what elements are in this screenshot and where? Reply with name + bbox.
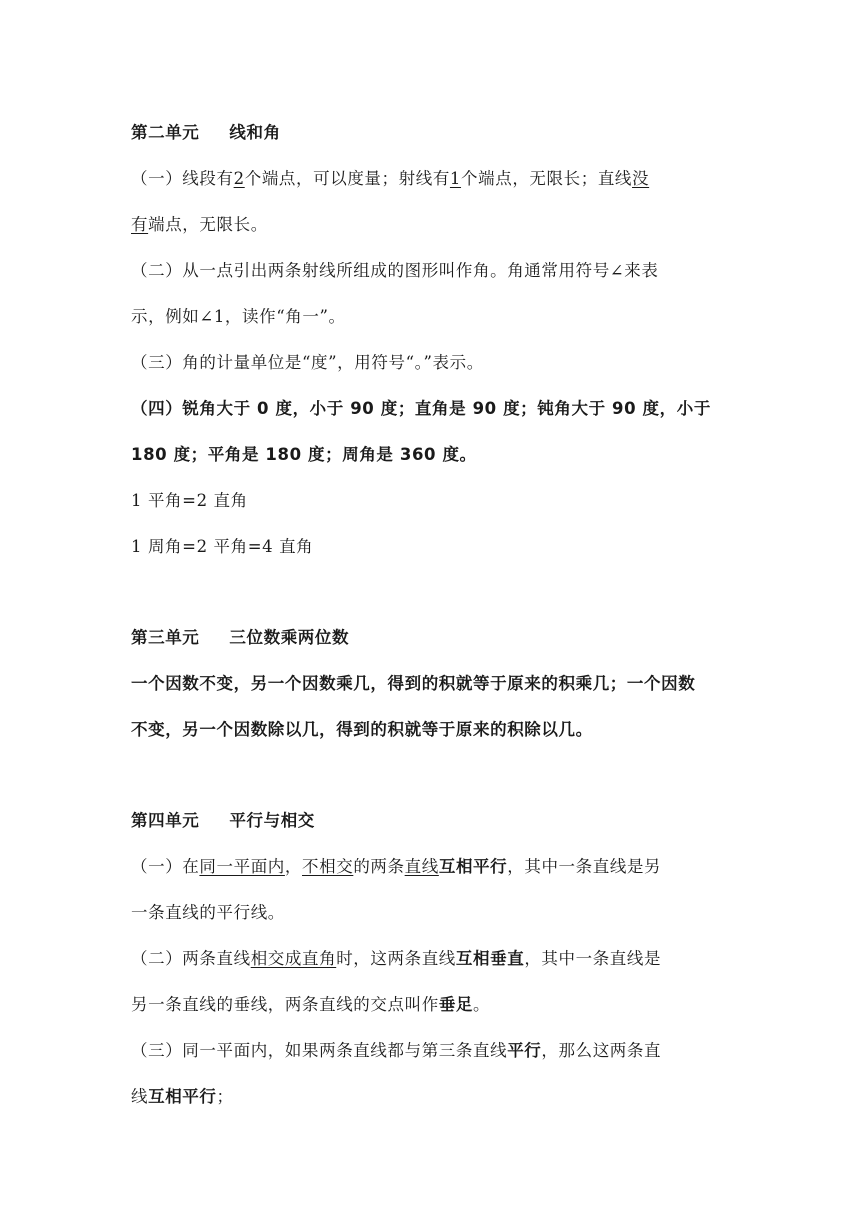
underlined-text: 2 [233, 169, 245, 188]
document-page [131, 110, 731, 1120]
section-spacer [131, 753, 731, 798]
unit2-equation2: 1 周角=2 平角=4 直角 [131, 537, 314, 556]
text-run: ； [216, 1087, 234, 1106]
underlined-text: 不相交 [302, 857, 354, 876]
text-run: （一）线段有 [131, 169, 234, 188]
text-run: 时，这两条直线 [336, 949, 456, 968]
text-run: ，那么这两条直 [541, 1041, 662, 1060]
unit2-title: 第二单元 [131, 123, 200, 142]
underlined-text: 没 [632, 169, 650, 188]
bold-text: 互相垂直 [455, 949, 525, 968]
unit4-paragraph3-line1 [131, 1028, 731, 1074]
unit2-subtitle: 线和角 [229, 123, 281, 142]
bold-text: 互相平行 [148, 1087, 217, 1106]
unit3-heading [131, 615, 731, 661]
unit2-paragraph1-line2 [131, 202, 731, 248]
unit2-equation1: 1 平角=2 直角 [131, 491, 248, 510]
underlined-text: 同一平面内 [199, 857, 285, 876]
unit3-paragraph-line2: 不变，另一个因数除以几，得到的积就等于原来的积除以几。 [131, 720, 593, 739]
unit2-paragraph1-line1 [131, 156, 731, 202]
underlined-text: 1 [449, 169, 462, 188]
unit4-title: 第四单元 [131, 811, 200, 830]
unit2-paragraph3: （三）角的计量单位是“度”，用符号“。”表示。 [131, 353, 484, 372]
text-run: ，其中一条直线是另 [507, 857, 662, 876]
text-run: 线 [131, 1087, 149, 1106]
unit3-paragraph-line1: 一个因数不变，另一个因数乘几，得到的积就等于原来的积乘几；一个因数 [131, 674, 696, 693]
text-run: 。 [473, 995, 491, 1014]
unit4-paragraph3-line2 [131, 1074, 731, 1120]
bold-text: 垂足 [438, 995, 474, 1014]
text-run: ， [284, 857, 303, 876]
unit2-paragraph4-line2: 180 度；平角是 180 度；周角是 360 度。 [131, 445, 477, 464]
text-run: 的两条 [353, 857, 405, 876]
text-run: （一）在 [131, 857, 200, 876]
bold-text: 互相平行 [438, 857, 508, 876]
unit2-paragraph2-line1: （二）从一点引出两条射线所组成的图形叫作角。角通常用符号∠来表 [131, 261, 659, 280]
text-run: （二）两条直线 [131, 949, 251, 968]
text-run: ，其中一条直线是 [524, 949, 662, 968]
unit2-heading [131, 110, 731, 156]
unit4-heading [131, 798, 731, 844]
unit2-paragraph2-line2: 示，例如∠1，读作“角一”。 [131, 307, 346, 326]
unit4-paragraph1-line1 [131, 844, 731, 890]
text-run: 个端点，可以度量；射线有 [244, 169, 450, 188]
unit3-title: 第三单元 [131, 628, 200, 647]
unit4-subtitle: 平行与相交 [229, 811, 315, 830]
unit3-subtitle: 三位数乘两位数 [229, 628, 350, 647]
underlined-text: 有 [131, 215, 149, 234]
underlined-text: 相交成直角 [250, 949, 337, 968]
unit4-paragraph1-line2: 一条直线的平行线。 [131, 903, 285, 922]
text-run: （三）同一平面内，如果两条直线都与第三条直线 [131, 1041, 508, 1060]
unit2-paragraph4-line1: （四）锐角大于 0 度，小于 90 度；直角是 90 度；钝角大于 90 度，小于 [131, 399, 711, 418]
text-run: 个端点，无限长；直线 [461, 169, 633, 188]
text-run: 端点，无限长。 [148, 215, 268, 234]
text-run: 另一条直线的垂线，两条直线的交点叫作 [131, 995, 439, 1014]
unit4-paragraph2-line2 [131, 982, 731, 1028]
unit4-paragraph2-line1 [131, 936, 731, 982]
underlined-text: 直线 [404, 857, 439, 876]
bold-text: 平行 [507, 1041, 542, 1060]
section-spacer [131, 570, 731, 615]
